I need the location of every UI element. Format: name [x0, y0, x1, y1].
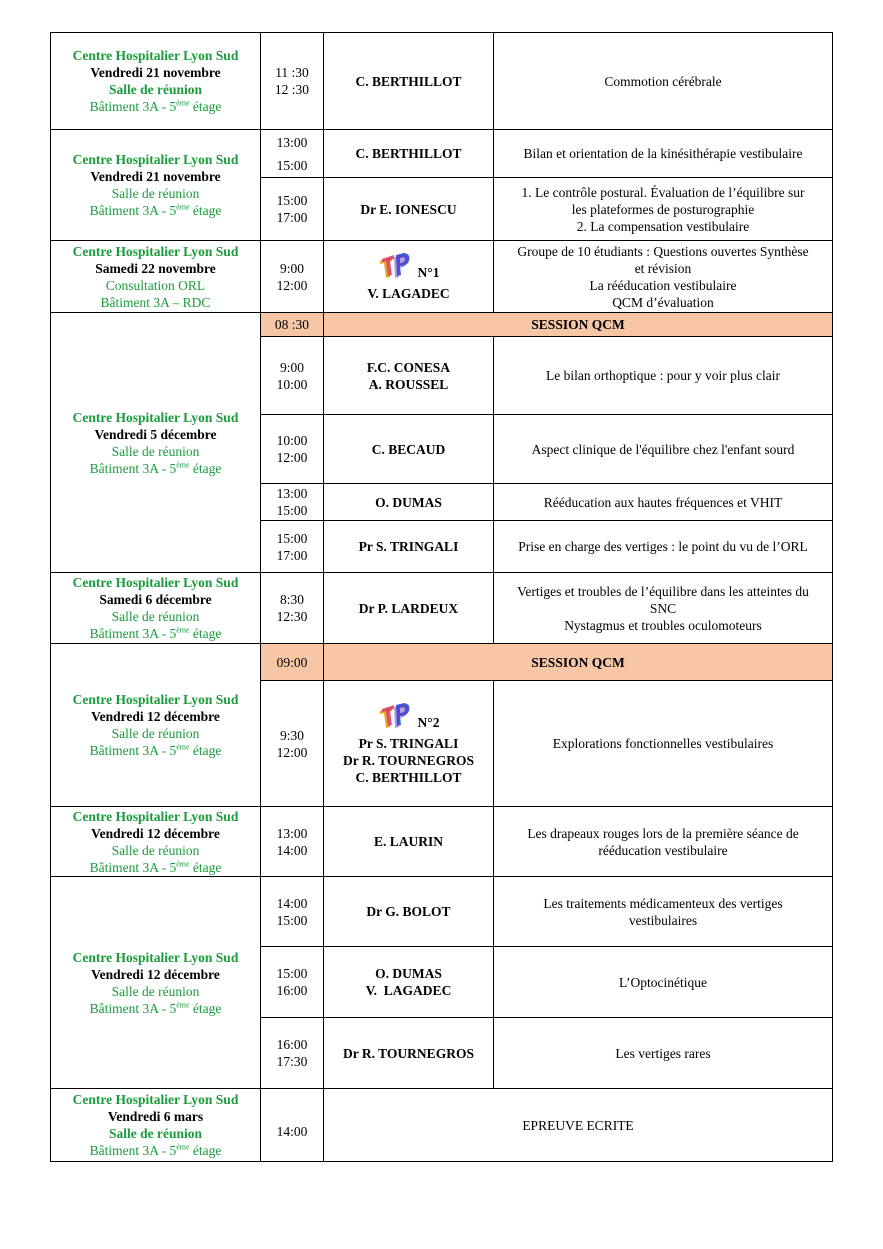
topic-line: 2. La compensation vestibulaire: [576, 218, 750, 234]
hospital-name: Centre Hospitalier Lyon Sud: [72, 152, 239, 167]
session-date: Vendredi 12 décembre: [91, 825, 220, 841]
qcm-session-banner: SESSION QCM: [324, 313, 833, 337]
table-row: [51, 573, 833, 644]
table-row: [51, 130, 833, 178]
topic-line: Vertiges et troubles de l’équilibre dans les atteintes du: [517, 583, 809, 599]
time-cell: [261, 241, 324, 313]
location-cell: [51, 573, 261, 644]
tp-logo-icon: [378, 251, 412, 281]
speaker-name: F.C. CONESA: [366, 359, 451, 375]
end-time: 12:00: [276, 744, 308, 760]
topic-line: Les traitements médicamenteux des vertiges: [543, 895, 783, 911]
topic-cell: Commotion cérébrale: [494, 33, 833, 130]
topic-cell: Bilan et orientation de la kinésithérapie vestibulaire: [494, 130, 833, 178]
start-time: 9:00: [279, 260, 304, 276]
start-time: 13:00: [276, 134, 308, 150]
hospital-name: Centre Hospitalier Lyon Sud: [72, 808, 239, 824]
end-time: 15:00: [276, 157, 308, 173]
speaker-cell: Pr S. TRINGALI: [324, 521, 494, 573]
topic-line: rééducation vestibulaire: [598, 842, 728, 858]
time-cell: [261, 415, 324, 484]
speaker-cell: Dr G. BOLOT: [324, 877, 494, 947]
table-row: [51, 33, 833, 130]
topic-line: SNC: [649, 600, 677, 616]
speaker-name: A. ROUSSEL: [368, 376, 449, 392]
location-cell: [51, 644, 261, 807]
end-time: 15:00: [276, 503, 308, 518]
start-time: 14:00: [276, 1123, 308, 1139]
time-cell: [261, 1018, 324, 1089]
topic-cell: L’Optocinétique: [494, 947, 833, 1018]
topic-line: Nystagmus et troubles oculomoteurs: [564, 617, 762, 633]
building-info: Bâtiment 3A - 5ème étage: [89, 98, 222, 114]
start-time: 8:30: [279, 592, 304, 607]
end-time: 12:00: [276, 450, 308, 465]
building-info: Bâtiment 3A - 5ème étage: [89, 1142, 222, 1158]
location-cell: [51, 241, 261, 313]
end-time: 12 :30: [274, 82, 310, 97]
hospital-name: Centre Hospitalier Lyon Sud: [72, 575, 239, 590]
building-info: Bâtiment 3A – RDC: [100, 294, 211, 310]
room-name: Salle de réunion: [111, 186, 200, 201]
topic-line: QCM d’évaluation: [612, 294, 714, 310]
room-name: Consultation ORL: [105, 277, 206, 293]
location-cell: [51, 877, 261, 1089]
topic-line: Groupe de 10 étudiants : Questions ouvertes Synthèse: [517, 243, 809, 259]
speaker-cell: C. BERTHILLOT: [324, 33, 494, 130]
qcm-session-banner: SESSION QCM: [324, 644, 833, 681]
building-info: Bâtiment 3A - 5ème étage: [89, 460, 222, 476]
topic-cell: [494, 573, 833, 644]
speaker-cell: [324, 681, 494, 807]
speaker-name: C. BERTHILLOT: [355, 770, 462, 785]
location-cell: [51, 33, 261, 130]
table-row: [51, 877, 833, 947]
start-time: 15:00: [276, 966, 308, 981]
topic-cell: [494, 807, 833, 877]
topic-line: La rééducation vestibulaire: [589, 277, 737, 293]
hospital-name: Centre Hospitalier Lyon Sud: [72, 1092, 239, 1107]
hospital-name: Centre Hospitalier Lyon Sud: [72, 692, 239, 707]
room-name: Salle de réunion: [111, 983, 200, 999]
speaker-name: Dr R. TOURNEGROS: [343, 753, 474, 768]
end-time: 10:00: [276, 376, 308, 392]
end-time: 12:00: [276, 277, 308, 293]
room-name: Salle de réunion: [111, 443, 200, 459]
time-cell: [261, 337, 324, 415]
location-cell: [51, 1089, 261, 1162]
speaker-name: O. DUMAS: [375, 966, 442, 981]
speaker-cell: E. LAURIN: [324, 807, 494, 877]
time-cell: [261, 681, 324, 807]
session-date: Samedi 6 décembre: [99, 592, 212, 607]
room-name: Salle de réunion: [108, 82, 202, 97]
speaker-name: V. LAGADEC: [367, 286, 450, 301]
qcm-time-cell: 09:00: [261, 644, 324, 681]
topic-line: et révision: [634, 260, 692, 276]
time-cell: [261, 178, 324, 241]
table-row: [51, 807, 833, 877]
topic-cell: [494, 877, 833, 947]
building-info: Bâtiment 3A - 5ème étage: [89, 202, 222, 218]
speaker-cell: C. BECAUD: [324, 415, 494, 484]
topic-cell: Aspect clinique de l'équilibre chez l'enfant sourd: [494, 415, 833, 484]
topic-line: Les drapeaux rouges lors de la première séance de: [527, 825, 799, 841]
time-cell: [261, 573, 324, 644]
end-time: 14:00: [276, 842, 308, 858]
location-cell: [51, 130, 261, 241]
time-cell: [261, 947, 324, 1018]
time-cell: [261, 33, 324, 130]
table-row: [51, 1089, 833, 1162]
time-cell: [261, 1089, 324, 1162]
topic-cell: [494, 241, 833, 313]
end-time: 17:00: [276, 547, 308, 563]
building-info: Bâtiment 3A - 5ème étage: [89, 859, 222, 875]
room-name: Salle de réunion: [111, 726, 200, 741]
speaker-cell: Dr P. LARDEUX: [324, 573, 494, 644]
speaker-cell: Dr E. IONESCU: [324, 178, 494, 241]
time-cell: [261, 484, 324, 521]
end-time: 16:00: [276, 983, 308, 998]
speaker-cell: Dr R. TOURNEGROS: [324, 1018, 494, 1089]
location-cell: [51, 807, 261, 877]
time-cell: [261, 130, 324, 178]
end-time: 12:30: [276, 609, 308, 624]
start-time: 11 :30: [275, 65, 309, 80]
building-info: Bâtiment 3A - 5ème étage: [89, 1000, 222, 1016]
hospital-name: Centre Hospitalier Lyon Sud: [72, 409, 239, 425]
session-date: Vendredi 12 décembre: [91, 709, 220, 724]
time-cell: [261, 521, 324, 573]
building-info: Bâtiment 3A - 5ème étage: [89, 742, 222, 758]
session-date: Vendredi 6 mars: [107, 1109, 204, 1124]
topic-cell: Explorations fonctionnelles vestibulaires: [494, 681, 833, 807]
schedule-table: [50, 32, 833, 1162]
session-date: Vendredi 21 novembre: [90, 65, 221, 80]
tp-label: N°2: [378, 701, 440, 731]
tp-logo-icon: [378, 701, 412, 731]
speaker-name: Pr S. TRINGALI: [358, 736, 459, 751]
table-row: [51, 313, 833, 337]
tp-label: N°1: [378, 251, 440, 281]
end-time: 17:30: [276, 1054, 308, 1069]
time-cell: [261, 877, 324, 947]
location-cell: [51, 313, 261, 573]
topic-cell: Rééducation aux hautes fréquences et VHIT: [494, 484, 833, 521]
time-cell: [261, 807, 324, 877]
hospital-name: Centre Hospitalier Lyon Sud: [72, 243, 239, 259]
qcm-time-cell: 08 :30: [261, 313, 324, 337]
topic-cell: EPREUVE ECRITE: [324, 1089, 833, 1162]
end-time: 15:00: [276, 912, 308, 928]
start-time: 15:00: [276, 530, 308, 546]
start-time: 16:00: [276, 1037, 308, 1052]
topic-cell: Prise en charge des vertiges : le point du vu de l’ORL: [494, 521, 833, 573]
speaker-cell: O. DUMAS: [324, 484, 494, 521]
topic-cell: Le bilan orthoptique : pour y voir plus clair: [494, 337, 833, 415]
hospital-name: Centre Hospitalier Lyon Sud: [72, 949, 239, 965]
table-row: [51, 241, 833, 313]
start-time: 9:00: [279, 359, 304, 375]
topic-line: vestibulaires: [628, 912, 698, 928]
start-time: 14:00: [276, 895, 308, 911]
room-name: Salle de réunion: [108, 1126, 202, 1141]
room-name: Salle de réunion: [111, 609, 200, 624]
table-row: [51, 644, 833, 681]
building-info: Bâtiment 3A - 5ème étage: [89, 625, 222, 641]
speaker-cell: C. BERTHILLOT: [324, 130, 494, 178]
start-time: 13:00: [276, 825, 308, 841]
start-time: 15:00: [276, 193, 308, 208]
room-name: Salle de réunion: [111, 842, 200, 858]
topic-cell: [494, 178, 833, 241]
topic-line: les plateformes de posturographie: [571, 201, 755, 217]
hospital-name: Centre Hospitalier Lyon Sud: [72, 48, 239, 63]
session-date: Vendredi 12 décembre: [91, 966, 220, 982]
speaker-cell: [324, 241, 494, 313]
start-time: 13:00: [276, 486, 308, 501]
speaker-name: V. LAGADEC: [365, 983, 452, 998]
topic-line: 1. Le contrôle postural. Évaluation de l’équilibre sur: [521, 184, 805, 200]
speaker-cell: [324, 947, 494, 1018]
topic-cell: Les vertiges rares: [494, 1018, 833, 1089]
start-time: 10:00: [276, 433, 308, 448]
start-time: 9:30: [279, 727, 304, 743]
session-date: Vendredi 5 décembre: [94, 426, 217, 442]
speaker-cell: [324, 337, 494, 415]
end-time: 17:00: [276, 210, 308, 225]
session-date: Vendredi 21 novembre: [90, 169, 221, 184]
session-date: Samedi 22 novembre: [95, 260, 216, 276]
